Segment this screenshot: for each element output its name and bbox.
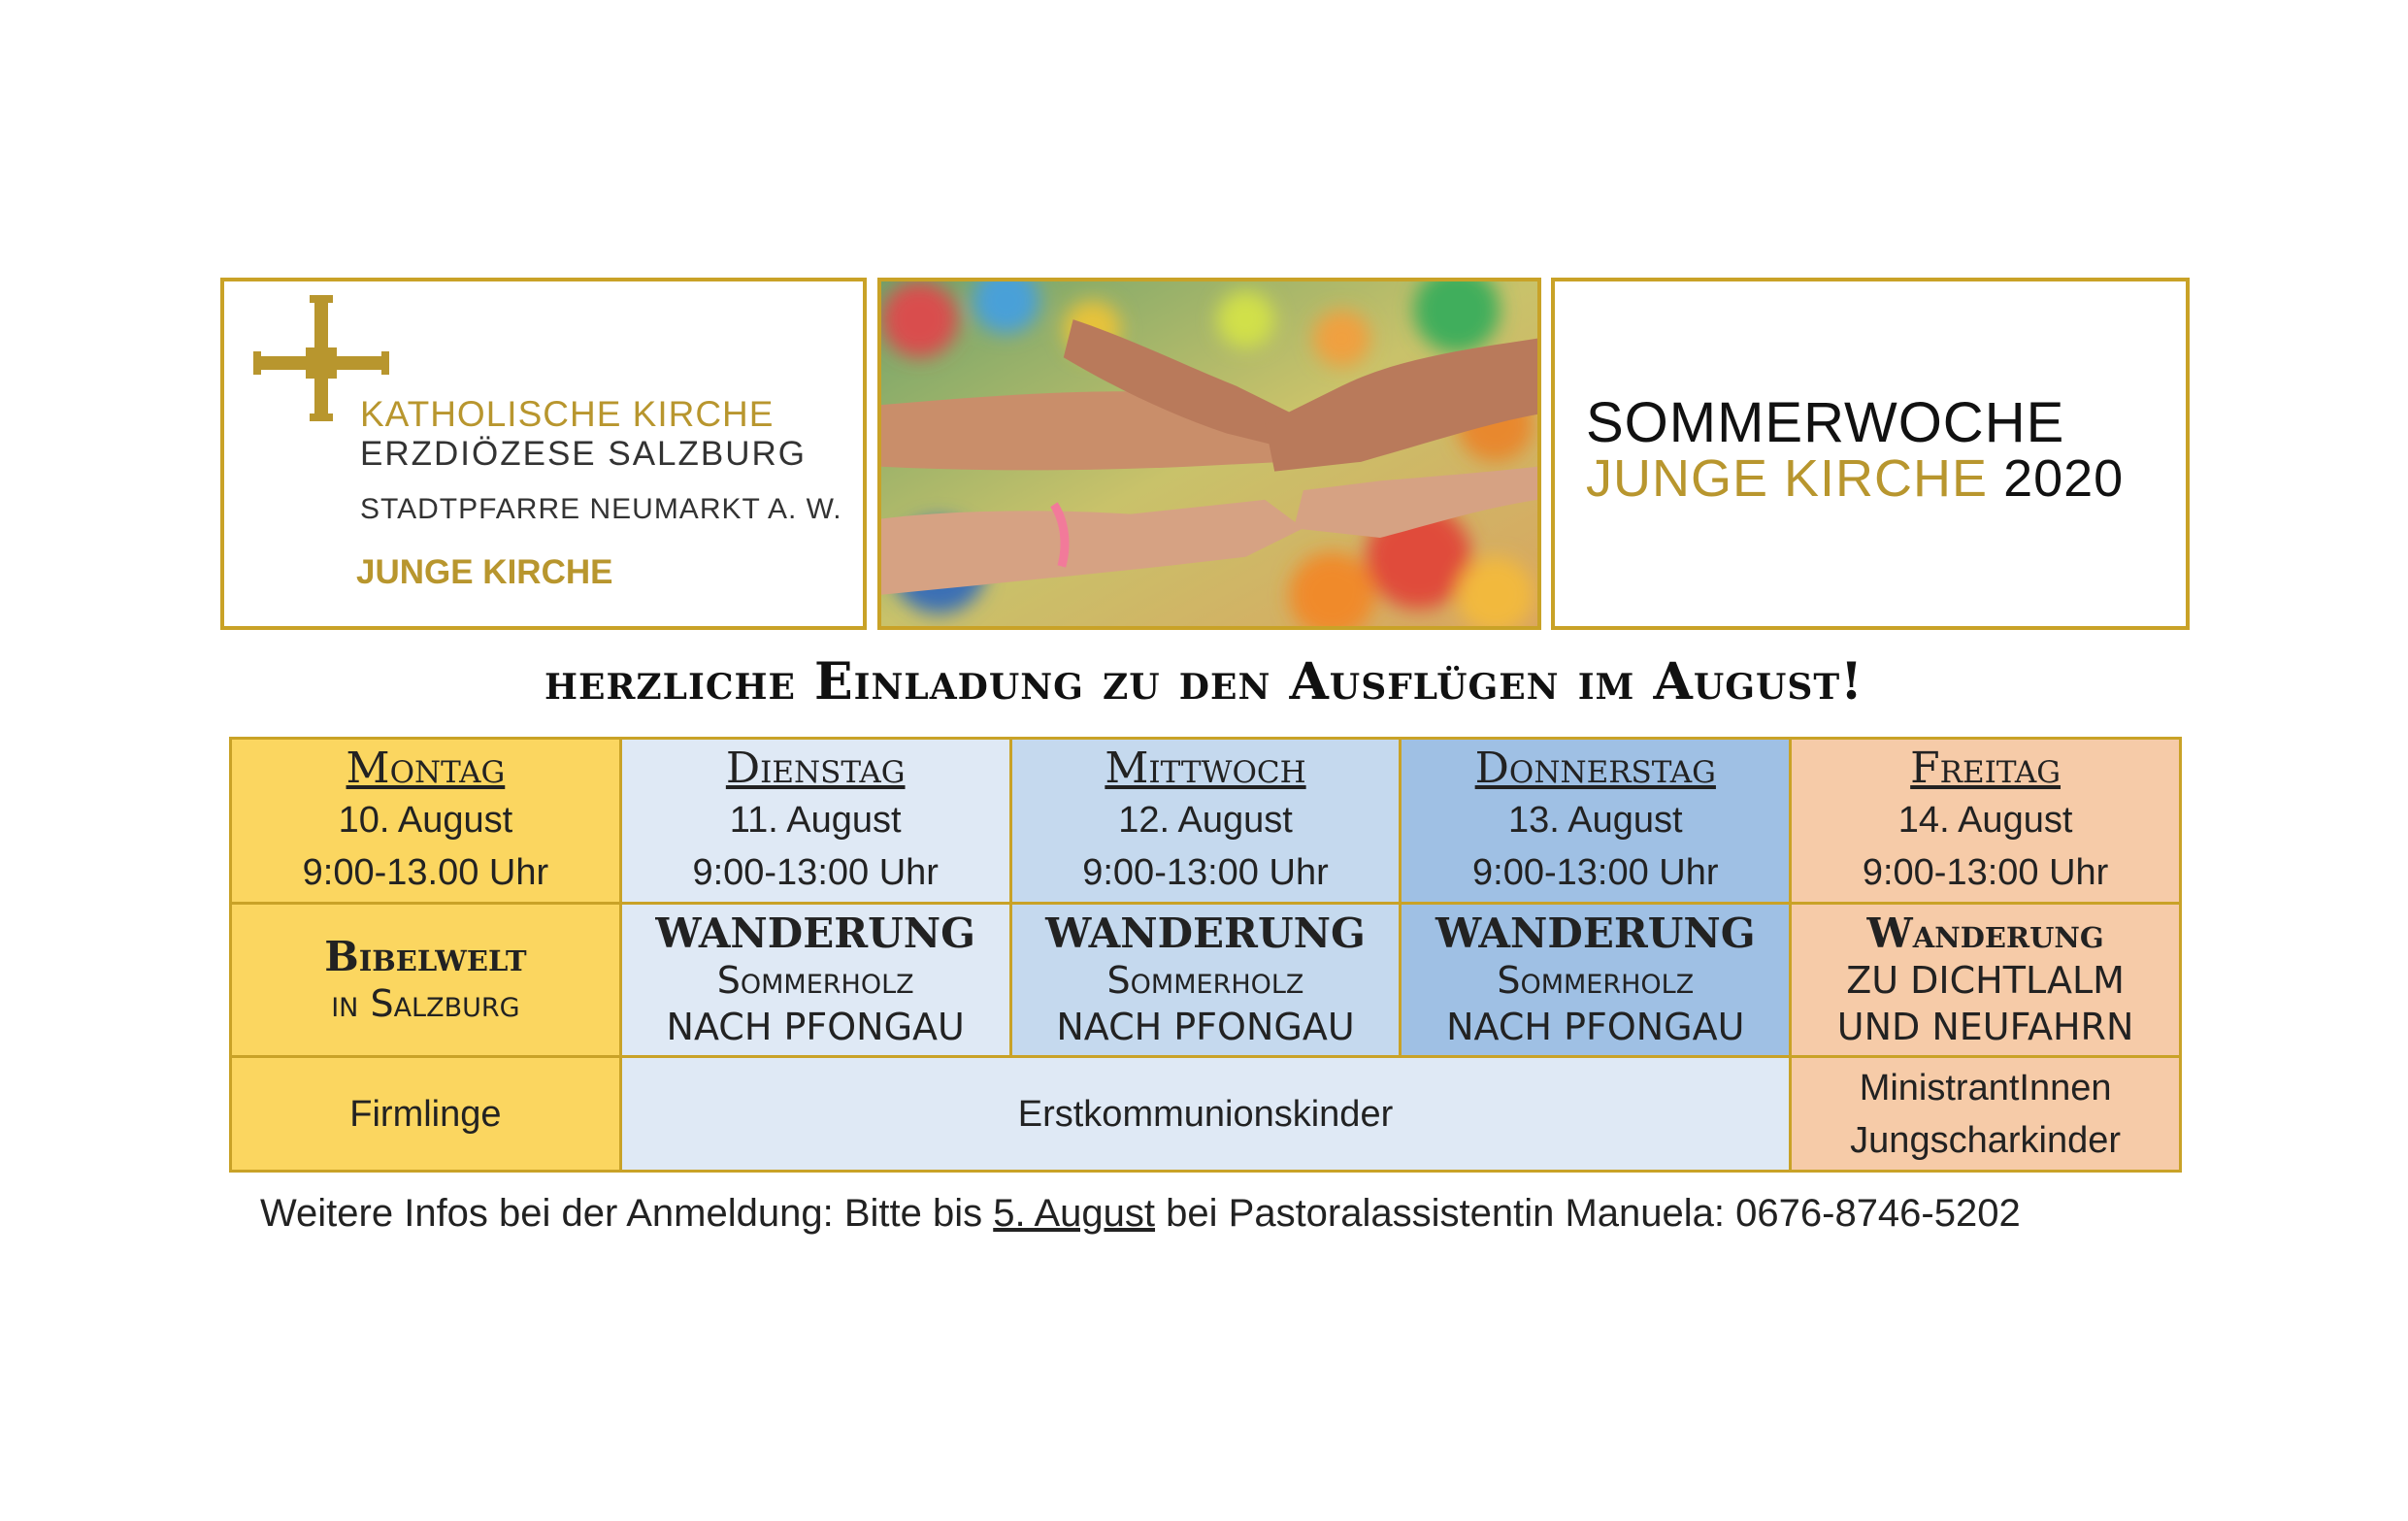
activity-detail: ZU DICHTLALM [1846,958,2125,1002]
table-row-activities [231,904,2181,1057]
group-cell-middle: Erstkommunionskinder [620,1057,1790,1172]
day-name: Donnerstag [1474,743,1716,793]
day-time: 9:00-13:00 Uhr [1082,851,1329,893]
activity-cell-friday [1791,904,2181,1057]
logo-diocese: ERZDIÖZESE SALZBURG [360,435,808,473]
group-line: MinistrantInnen [1859,1067,2112,1108]
activity-cell-monday [231,904,621,1057]
activity-cell-thursday [1401,904,1791,1057]
title-subtitle [1586,448,2124,509]
day-time: 9:00-13:00 Uhr [692,851,939,893]
logo-parish: STADTPFARRE NEUMARKT A. W. [360,493,842,525]
footer-contact: bei Pastoralassistentin Manuela: 0676-8746-5202 [1155,1192,2021,1235]
title-sommerwoche: SOMMERWOCHE [1586,391,2065,454]
day-name: Dienstag [725,743,906,793]
activity-cell-tuesday [620,904,1010,1057]
schedule-table [229,737,2182,1173]
day-time: 9:00-13:00 Uhr [1472,851,1719,893]
day-name: Mittwoch [1105,743,1306,793]
logo-panel [220,278,867,630]
activity-title: WANDERUNG [655,909,976,957]
activity-title: WANDERUNG [1435,909,1756,957]
day-time: 9:00-13.00 Uhr [302,851,549,893]
group-cell-friday [1791,1057,2181,1172]
activity-cell-wednesday [1010,904,1401,1057]
day-date: 13. August [1507,799,1683,841]
day-cell-thursday [1401,739,1791,904]
activity-title: Wanderung [1866,909,2104,957]
activity-detail: Sommerholz [1497,958,1695,1002]
day-cell-friday [1791,739,2181,904]
group-cell-monday: Firmlinge [231,1057,621,1172]
activity-detail: Sommerholz [716,958,914,1002]
day-name: Montag [346,743,506,793]
day-date: 11. August [729,799,902,841]
footer-text: Weitere Infos bei der Anmeldung: Bitte bis [260,1192,994,1235]
hands-image [881,281,1537,626]
day-cell-tuesday [620,739,1010,904]
day-name: Freitag [1910,743,2062,793]
logo-junge-kirche: JUNGE KIRCHE [356,553,613,591]
activity-detail: NACH PFONGAU [1056,1005,1355,1048]
activity-detail: NACH PFONGAU [1446,1005,1745,1048]
registration-deadline: 5. August [993,1192,1156,1235]
logo-church-name: KATHOLISCHE KIRCHE [360,394,775,434]
registration-info [260,1192,2021,1236]
invitation-headline: herzliche Einladung zu den Ausflügen im August! [544,652,1864,711]
activity-title: WANDERUNG [1045,909,1366,957]
hands-photo [877,278,1541,630]
table-row-dates [231,739,2181,904]
activity-detail: Sommerholz [1106,958,1304,1002]
title-panel [1551,278,2190,630]
activity-title: Bibelwelt [324,932,527,980]
activity-detail: UND NEUFAHRN [1836,1005,2134,1048]
day-time: 9:00-13:00 Uhr [1862,851,2109,893]
title-year: 2020 [2003,449,2125,508]
day-cell-monday [231,739,621,904]
day-cell-wednesday [1010,739,1401,904]
table-row-groups [231,1057,2181,1172]
group-line: Jungscharkinder [1850,1119,2121,1161]
activity-detail: NACH PFONGAU [666,1005,965,1048]
title-junge-kirche: JUNGE KIRCHE [1586,449,1989,508]
activity-detail: in Salzburg [331,981,520,1025]
day-date: 10. August [338,799,513,841]
day-date: 12. August [1118,799,1293,841]
day-date: 14. August [1897,799,2073,841]
